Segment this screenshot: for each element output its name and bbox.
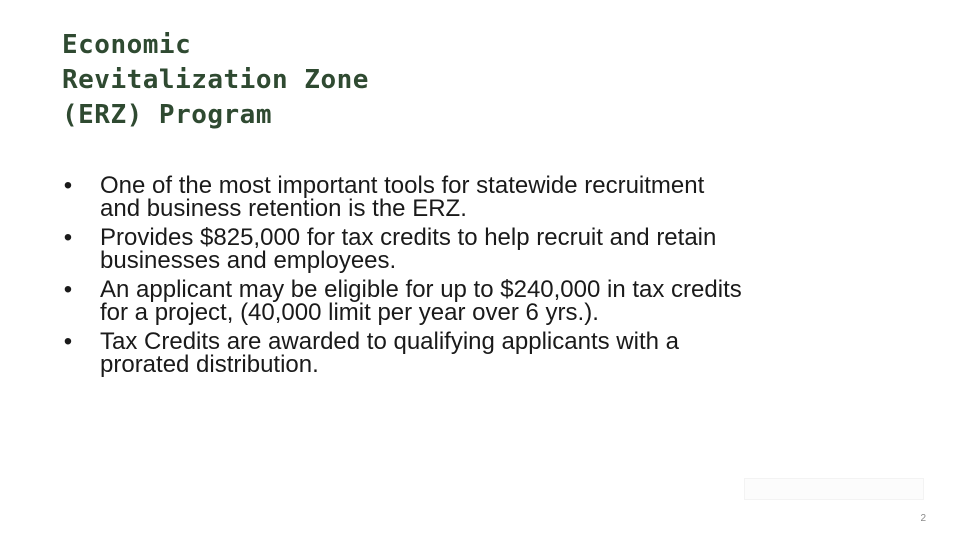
bullet-marker: • xyxy=(63,172,73,199)
bullet-marker: • xyxy=(63,328,73,355)
bullet-text: An applicant may be eligible for up to $240,000 in tax credits for a project, (40,000 limit per year over 6 yrs.). xyxy=(100,276,742,326)
bullet-text: Tax Credits are awarded to qualifying applicants with a prorated distribution. xyxy=(100,328,679,378)
bullet-item xyxy=(62,330,742,376)
page-number: 2 xyxy=(920,513,926,524)
bullet-text: Provides $825,000 for tax credits to help recruit and retain businesses and employees. xyxy=(100,224,717,274)
title-line: Revitalization Zone xyxy=(62,65,369,95)
bullet-item xyxy=(62,226,742,272)
bullet-item xyxy=(62,278,742,324)
title-line: Economic xyxy=(62,30,192,60)
bullet-marker: • xyxy=(63,224,73,251)
title-line: (ERZ) Program xyxy=(62,100,272,130)
bullet-list xyxy=(62,174,742,382)
slide-title xyxy=(62,28,369,133)
faint-logo-watermark xyxy=(744,478,924,500)
bullet-text: One of the most important tools for statewide recruitment and business retention is the ERZ. xyxy=(100,172,705,222)
bullet-item xyxy=(62,174,742,220)
bullet-marker: • xyxy=(63,276,73,303)
